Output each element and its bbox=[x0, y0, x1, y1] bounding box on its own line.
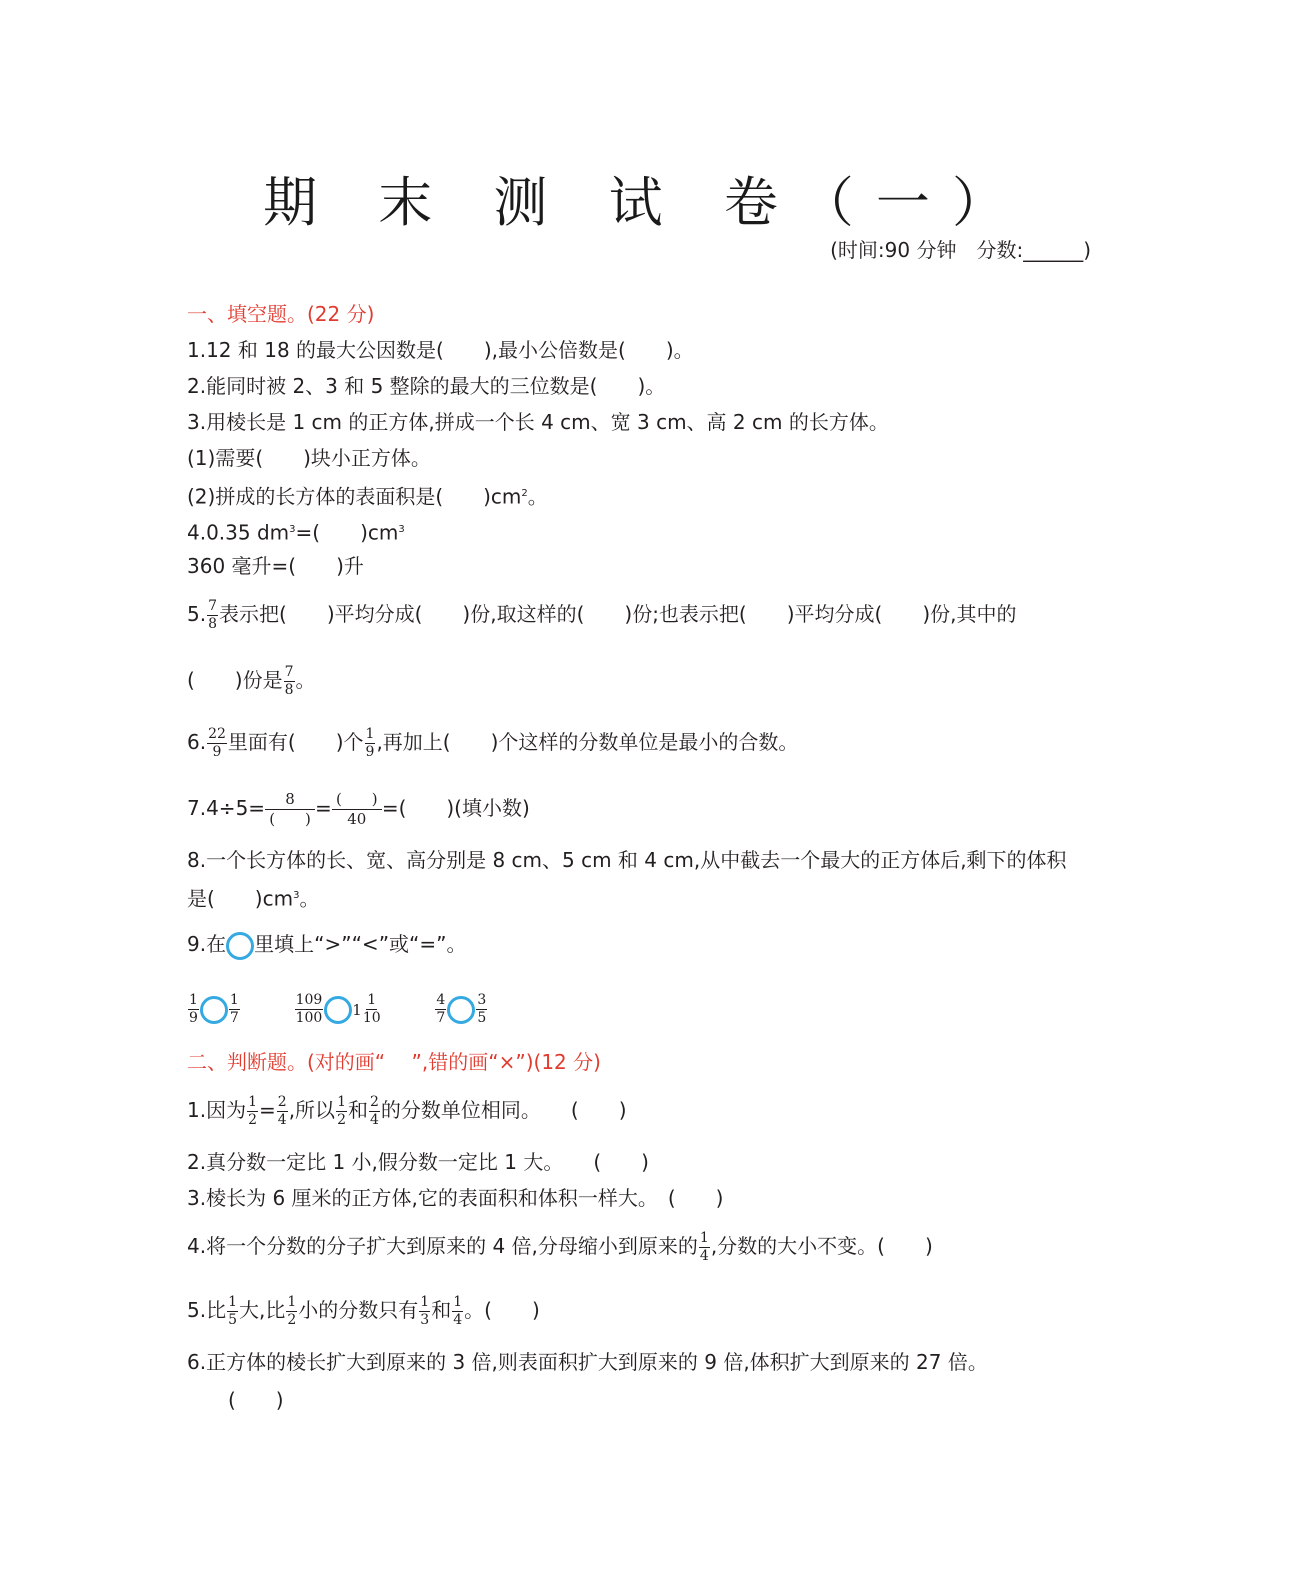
q7-text: 7.4÷5= bbox=[187, 796, 266, 820]
fraction: $\frac{109}{100}$ bbox=[295, 992, 323, 1026]
question-1: 1.12 和 18 的最大公因数是( ),最小公倍数是( )。 bbox=[187, 338, 694, 362]
time-score-info: (时间:90 分钟 分数:______) bbox=[830, 238, 1091, 262]
fraction: $\frac{2}{4}$ bbox=[369, 1094, 379, 1128]
q6-number: 6. bbox=[187, 730, 207, 754]
fraction: $\frac{22}{9}$ bbox=[208, 726, 226, 760]
j4-end: ,分数的大小不变。( ) bbox=[710, 1234, 933, 1258]
q4a-text: 4.0.35 dm bbox=[187, 520, 290, 545]
question-3-part-1: (1)需要( )块小正方体。 bbox=[187, 446, 431, 470]
question-9-items bbox=[187, 992, 488, 1027]
equals-sign: = bbox=[259, 1098, 276, 1122]
j1-end: 的分数单位相同。 ( ) bbox=[380, 1098, 627, 1122]
fraction: $\frac{1}{2}$ bbox=[287, 1294, 297, 1328]
q9-text: 9.在 bbox=[187, 932, 227, 956]
fraction: $\frac{1}{9}$ bbox=[189, 992, 198, 1026]
q3b-end: 。 bbox=[527, 484, 548, 509]
judge-5 bbox=[187, 1294, 540, 1329]
fraction: $\frac{( )}{40}$ bbox=[333, 790, 381, 829]
equals-sign: = bbox=[315, 796, 332, 820]
superscript: 3 bbox=[398, 524, 405, 535]
question-2: 2.能同时被 2、3 和 5 整除的最大的三位数是( )。 bbox=[187, 374, 666, 398]
q7-end: =( )(填小数) bbox=[381, 796, 530, 820]
question-9 bbox=[187, 930, 467, 960]
question-6 bbox=[187, 726, 798, 761]
judge-3: 3.棱长为 6 厘米的正方体,它的表面积和体积一样大。 ( ) bbox=[187, 1186, 724, 1210]
j1-text: 1.因为 bbox=[187, 1098, 247, 1122]
q6-end: ,再加上( )个这样的分数单位是最小的合数。 bbox=[376, 730, 799, 754]
judge-6-answer: ( ) bbox=[228, 1388, 284, 1412]
question-7 bbox=[187, 790, 530, 829]
fraction: $\frac{1}{2}$ bbox=[248, 1094, 258, 1128]
question-8: 8.一个长方体的长、宽、高分别是 8 cm、5 cm 和 4 cm,从中截去一个最大的正方体后,剩下的体积 bbox=[187, 848, 1067, 872]
compare-circle[interactable] bbox=[324, 996, 352, 1024]
page-title: 期 末 测 试 卷（一） bbox=[263, 171, 1028, 234]
q4a-mid: =( )cm bbox=[295, 520, 399, 545]
fraction: $\frac{7}{8}$ bbox=[284, 664, 294, 698]
whole-number: 1 bbox=[352, 1001, 362, 1019]
superscript: 3 bbox=[293, 890, 300, 901]
fraction: $\frac{1}{3}$ bbox=[420, 1294, 430, 1328]
q8b-end: 。 bbox=[299, 886, 320, 911]
j4-text: 4.将一个分数的分子扩大到原来的 4 倍,分母缩小到原来的 bbox=[187, 1234, 698, 1258]
fraction: $\frac{4}{7}$ bbox=[436, 992, 446, 1026]
section-heading-fill-blank: 一、填空题。(22 分) bbox=[187, 302, 375, 326]
judge-6: 6.正方体的棱长扩大到原来的 3 倍,则表面积扩大到原来的 9 倍,体积扩大到原来的 27 倍。 bbox=[187, 1350, 988, 1374]
circle-blank-icon bbox=[226, 932, 254, 960]
question-5 bbox=[187, 598, 1017, 633]
compare-item-2 bbox=[294, 992, 388, 1026]
question-3: 3.用棱长是 1 cm 的正方体,拼成一个长 4 cm、宽 3 cm、高 2 cm 的长方体。 bbox=[187, 410, 889, 434]
j1-mid: ,所以 bbox=[288, 1098, 336, 1122]
section-heading-true-false: 二、判断题。(对的画“ ”,错的画“×”)(12 分) bbox=[187, 1050, 601, 1074]
fraction: $\frac{1}{2}$ bbox=[337, 1094, 346, 1128]
q6-text: 里面有( )个 bbox=[227, 730, 364, 754]
q5-text: 表示把( )平均分成( )份,取这样的( )份;也表示把( )平均分成( )份,其中的 bbox=[219, 602, 1017, 626]
compare-circle[interactable] bbox=[447, 996, 475, 1024]
fraction: $\frac{3}{5}$ bbox=[477, 992, 487, 1026]
superscript: 3 bbox=[289, 524, 296, 535]
judge-2: 2.真分数一定比 1 小,假分数一定比 1 大。 ( ) bbox=[187, 1150, 649, 1174]
question-4-part-2: 360 毫升=( )升 bbox=[187, 554, 364, 578]
judge-4 bbox=[187, 1230, 933, 1265]
j5-end: 。( ) bbox=[464, 1298, 540, 1322]
fraction: $\frac{1}{5}$ bbox=[228, 1294, 238, 1328]
question-8-continued bbox=[187, 882, 319, 913]
j5-and: 和 bbox=[431, 1298, 452, 1322]
j1-and: 和 bbox=[347, 1098, 368, 1122]
q5b-text: ( )份是 bbox=[187, 668, 283, 692]
j5-b: 小的分数只有 bbox=[298, 1298, 419, 1322]
compare-item-3 bbox=[434, 992, 488, 1026]
question-5-continued bbox=[187, 664, 316, 699]
question-4-part-1 bbox=[187, 516, 405, 547]
q5-number: 5. bbox=[187, 602, 207, 626]
judge-1 bbox=[187, 1094, 627, 1129]
compare-item-1 bbox=[187, 992, 247, 1026]
fraction: $\frac{1}{4}$ bbox=[699, 1230, 709, 1264]
j5-a: 大,比 bbox=[239, 1298, 286, 1322]
fraction: $\frac{1}{7}$ bbox=[229, 992, 239, 1026]
fraction: $\frac{1}{10}$ bbox=[362, 992, 381, 1026]
j5-text: 5.比 bbox=[187, 1298, 227, 1322]
fraction: $\frac{8}{( )}$ bbox=[266, 790, 314, 829]
superscript: 2 bbox=[521, 488, 528, 499]
fraction: $\frac{2}{4}$ bbox=[277, 1094, 287, 1128]
fraction: $\frac{7}{8}$ bbox=[208, 598, 218, 632]
fraction: $\frac{1}{4}$ bbox=[453, 1294, 463, 1328]
q9-end: 里填上“>”“<”或“=”。 bbox=[254, 932, 467, 956]
q8b-text: 是( )cm bbox=[187, 886, 294, 911]
q3b-text: (2)拼成的长方体的表面积是( )cm bbox=[187, 484, 522, 509]
compare-circle[interactable] bbox=[200, 996, 228, 1024]
fraction: $\frac{1}{9}$ bbox=[365, 726, 375, 760]
question-3-part-2 bbox=[187, 480, 548, 511]
q5b-end: 。 bbox=[295, 668, 316, 692]
